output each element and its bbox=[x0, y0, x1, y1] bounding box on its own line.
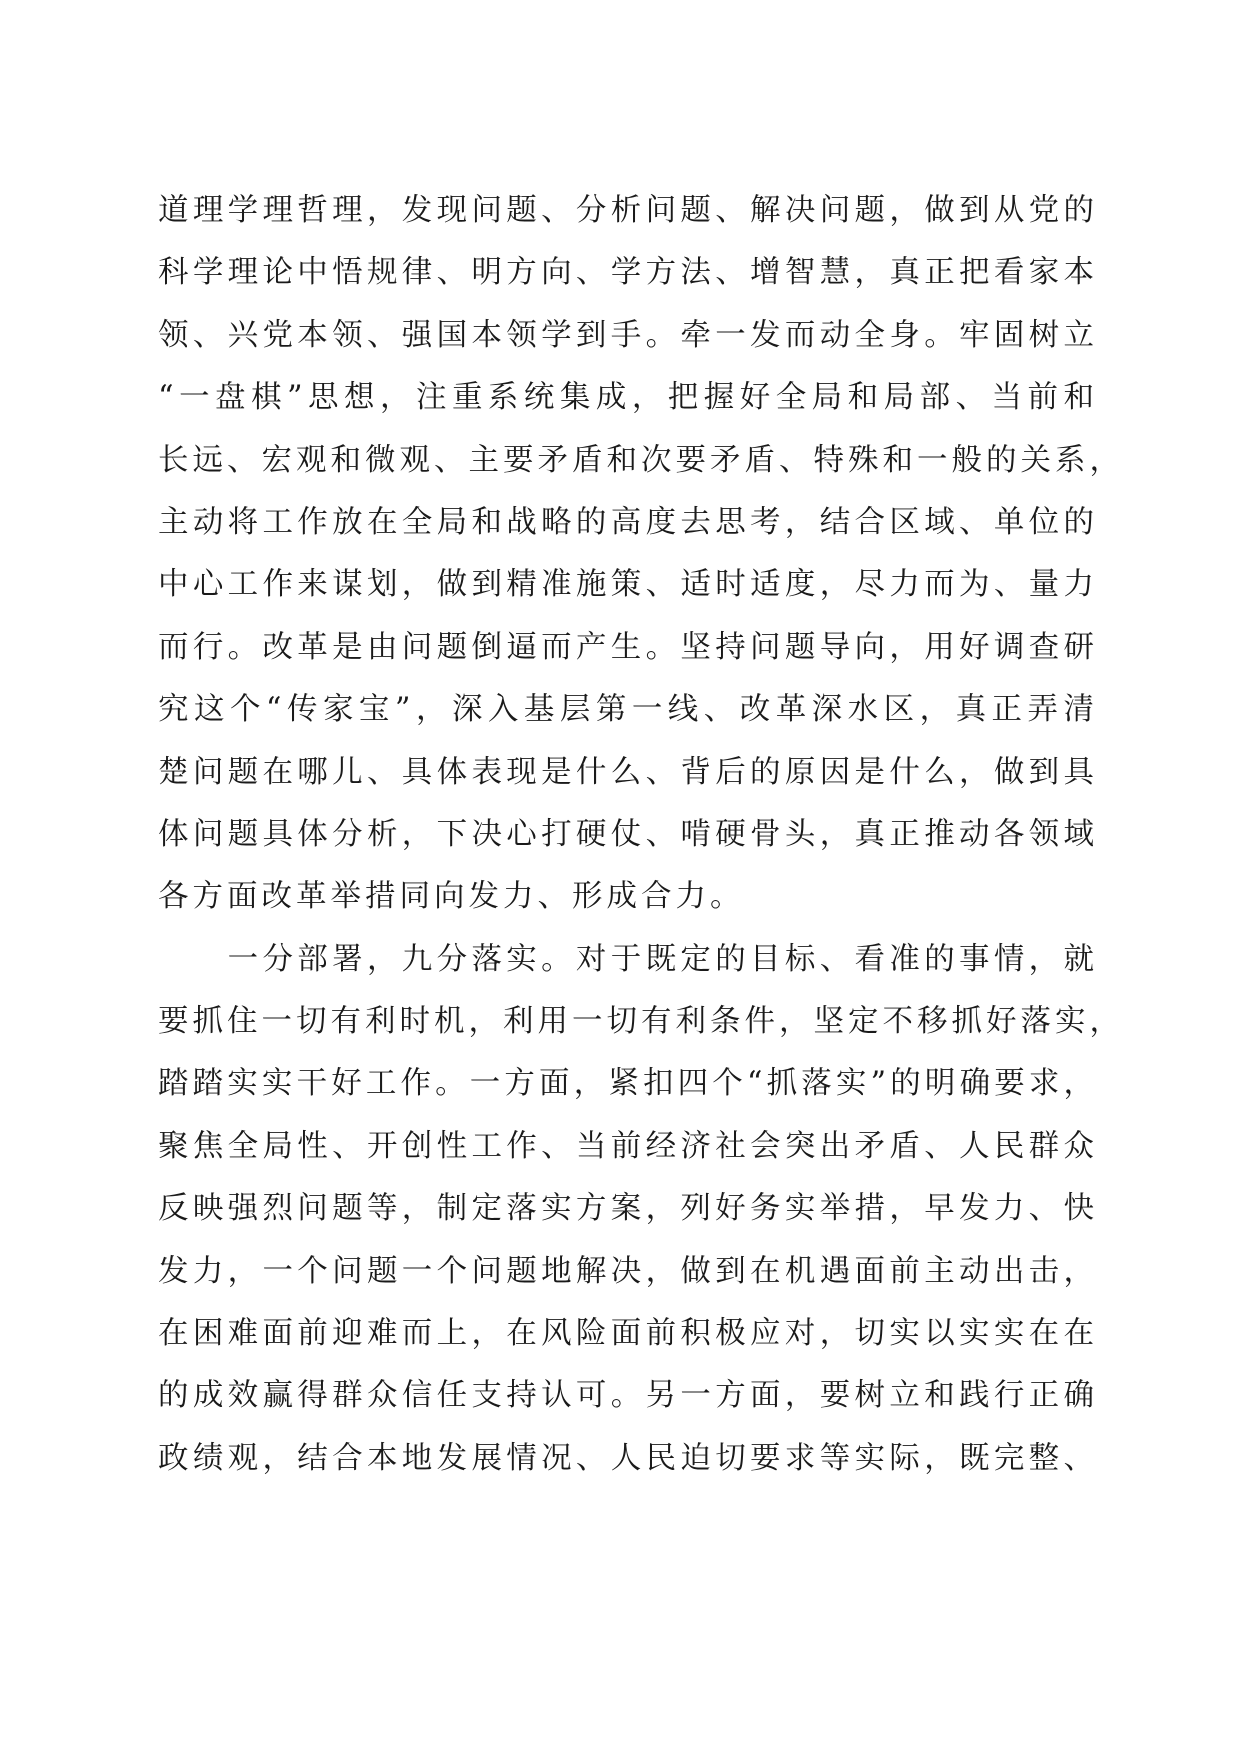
text-line: 领、兴党本领、强国本领学到手。牵一发而动全身。牢固树立 bbox=[158, 317, 1098, 353]
text-line: 中心工作来谋划，做到精准施策、适时适度，尽力而为、量力 bbox=[158, 567, 1098, 603]
text-line: 踏踏实实干好工作。一方面，紧扣四个“抓落实”的明确要求， bbox=[158, 1066, 1098, 1102]
text-line-indented: 一分部署，九分落实。对于既定的目标、看准的事情，就 bbox=[158, 941, 1098, 977]
text-line: 要抓住一切有利时机，利用一切有利条件，坚定不移抓好落实， bbox=[158, 1004, 1124, 1040]
text-line: 究这个“传家宝”，深入基层第一线、改革深水区，真正弄清 bbox=[158, 692, 1098, 728]
text-line: 聚焦全局性、开创性工作、当前经济社会突出矛盾、人民群众 bbox=[158, 1128, 1098, 1164]
text-line: “一盘棋”思想，注重系统集成，把握好全局和局部、当前和 bbox=[158, 380, 1098, 416]
text-line: 主动将工作放在全局和战略的高度去思考，结合区域、单位的 bbox=[158, 504, 1098, 540]
text-line: 楚问题在哪儿、具体表现是什么、背后的原因是什么，做到具 bbox=[158, 754, 1098, 790]
text-line: 发力，一个问题一个问题地解决，做到在机遇面前主动出击， bbox=[158, 1253, 1098, 1289]
text-line: 政绩观，结合本地发展情况、人民迫切要求等实际，既完整、 bbox=[158, 1440, 1098, 1476]
text-line: 而行。改革是由问题倒逼而产生。坚持问题导向，用好调查研 bbox=[158, 629, 1098, 665]
text-line: 的成效赢得群众信任支持认可。另一方面，要树立和践行正确 bbox=[158, 1378, 1098, 1414]
paragraph-2 bbox=[158, 929, 1124, 1491]
body-text bbox=[158, 180, 1124, 1490]
text-line: 道理学理哲理，发现问题、分析问题、解决问题，做到从党的 bbox=[158, 193, 1098, 228]
text-line: 科学理论中悟规律、明方向、学方法、增智慧，真正把看家本 bbox=[158, 255, 1098, 291]
text-line: 长远、宏观和微观、主要矛盾和次要矛盾、特殊和一般的关系， bbox=[158, 442, 1124, 478]
text-line-last: 各方面改革举措同向发力、形成合力。 bbox=[158, 879, 745, 915]
paragraph-1 bbox=[158, 180, 1124, 929]
text-line: 在困难面前迎难而上，在风险面前积极应对，切实以实实在在 bbox=[158, 1316, 1098, 1352]
text-line: 反映强烈问题等，制定落实方案，列好务实举措，早发力、快 bbox=[158, 1191, 1098, 1227]
text-line: 体问题具体分析，下决心打硬仗、啃硬骨头，真正推动各领域 bbox=[158, 816, 1098, 852]
